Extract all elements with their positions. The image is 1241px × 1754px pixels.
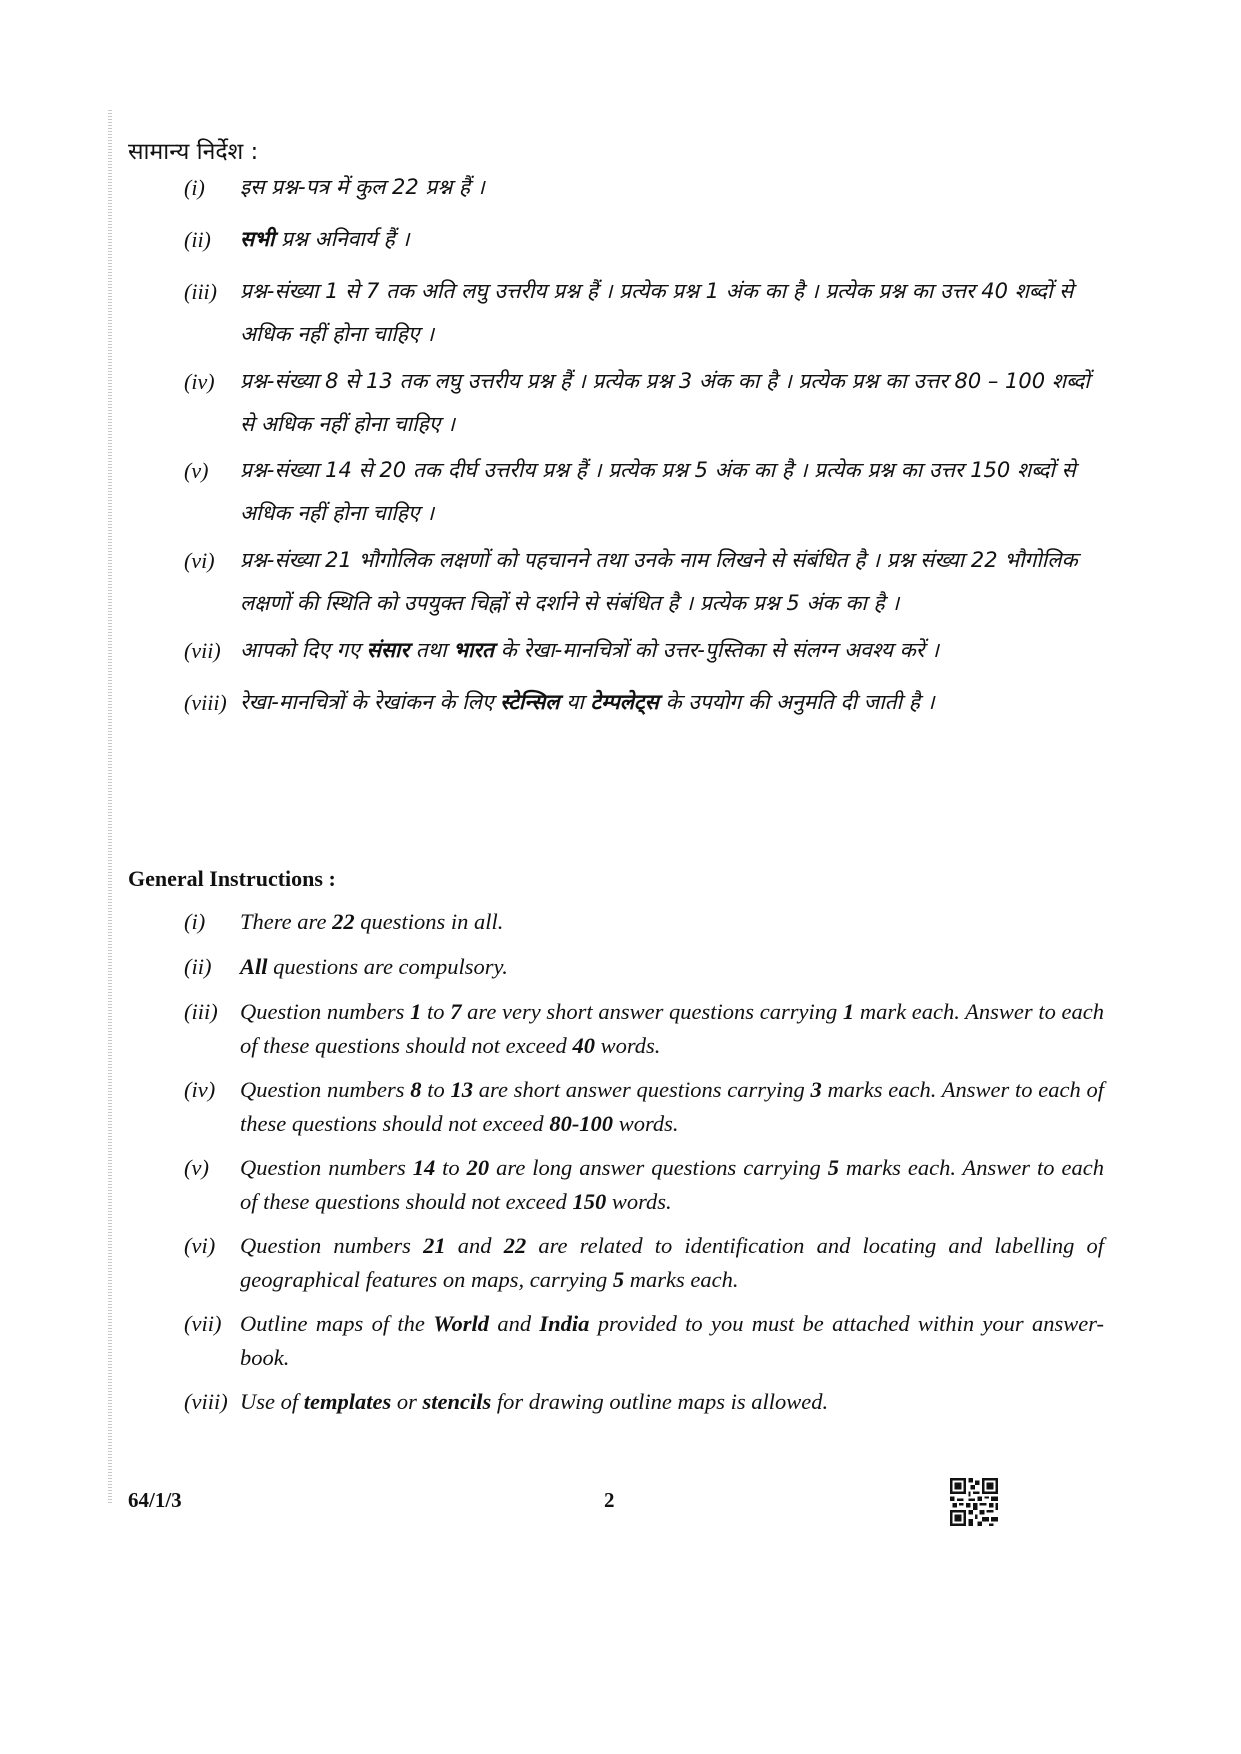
item-number: (iii) <box>184 999 218 1024</box>
hindi-instruction-item <box>184 270 1104 356</box>
text-run: marks each. Answer to each of these questions should not exceed <box>240 1155 1104 1214</box>
text-run: mark each. Answer to each of these questions should not exceed <box>240 999 1104 1058</box>
qr-code-icon <box>950 1478 998 1526</box>
item-number: (vi) <box>184 548 215 573</box>
emphasis-text: 20 <box>466 1155 490 1180</box>
hindi-instruction-item <box>184 218 1104 261</box>
emphasis-text: 7 <box>450 999 462 1024</box>
text-run: questions are compulsory. <box>267 954 508 979</box>
text-run: प्रश्न-संख्या 1 से 7 तक अति लघु उत्तरीय प्रश्न हैं । प्रत्येक प्रश्न 1 अंक का है । प्रत्येक प्रश्न का उत्तर 40 शब्दों से अधिक नहीं होना चाहिए । <box>240 279 1074 346</box>
text-run: Question numbers <box>240 1077 411 1102</box>
item-text <box>240 905 1104 939</box>
hindi-instructions-heading: सामान्य निर्देश : <box>128 139 259 165</box>
page-number: 2 <box>604 1488 615 1512</box>
item-text <box>240 449 1104 535</box>
emphasis-text: India <box>539 1311 590 1336</box>
item-number: (iv) <box>184 1077 216 1102</box>
item-number: (vii) <box>184 1311 222 1336</box>
item-text <box>240 166 1104 209</box>
text-run: provided to you must be attached within your answer-book. <box>240 1311 1105 1370</box>
text-run: या <box>559 690 591 714</box>
emphasis-text: सभी <box>240 227 275 251</box>
item-text <box>240 1385 1104 1419</box>
hindi-instruction-item <box>184 166 1104 209</box>
text-run: Use of <box>240 1389 304 1414</box>
text-run: marks each. Answer to each of these questions should not exceed <box>240 1077 1104 1136</box>
english-instruction-item <box>184 1073 1104 1141</box>
text-run: for drawing outline maps is allowed. <box>491 1389 829 1414</box>
item-text <box>240 1073 1104 1141</box>
text-run: are short answer questions carrying <box>473 1077 811 1102</box>
emphasis-text: templates <box>303 1389 392 1414</box>
item-number: (i) <box>184 909 206 934</box>
text-run: प्रश्न-संख्या 8 से 13 तक लघु उत्तरीय प्रश्न हैं । प्रत्येक प्रश्न 3 अंक का है । प्रत्येक प्रश्न का उत्तर 80 – 100 शब्दों से अधिक नहीं होना चाहिए । <box>240 369 1090 436</box>
item-text <box>240 1229 1104 1297</box>
english-instruction-item <box>184 950 1104 984</box>
item-number: (v) <box>184 458 209 483</box>
item-text <box>240 681 1104 724</box>
text-run: to <box>435 1155 467 1180</box>
english-instruction-item <box>184 1151 1104 1219</box>
text-run: Question numbers <box>240 1233 424 1258</box>
english-instruction-item <box>184 995 1104 1063</box>
text-run: प्रश्न-संख्या 14 से 20 तक दीर्घ उत्तरीय प्रश्न हैं । प्रत्येक प्रश्न 5 अंक का है । प्रत्येक प्रश्न का उत्तर 150 शब्दों से अधिक नहीं होना चाहिए । <box>240 458 1076 525</box>
item-number: (i) <box>184 175 205 200</box>
emphasis-text: 5 <box>827 1155 839 1180</box>
paper-code: 64/1/3 <box>128 1488 182 1512</box>
security-microtext-strip <box>108 110 112 1505</box>
emphasis-text: भारत <box>453 638 494 662</box>
text-run: or <box>391 1389 423 1414</box>
item-number: (iii) <box>184 279 217 304</box>
item-text <box>240 270 1104 356</box>
emphasis-text: 80-100 <box>549 1111 614 1136</box>
english-instruction-item <box>184 1229 1104 1297</box>
emphasis-text: संसार <box>366 638 410 662</box>
item-number: (ii) <box>184 227 211 252</box>
text-run: are very short answer questions carrying <box>461 999 843 1024</box>
item-number: (v) <box>184 1155 209 1180</box>
emphasis-text: 1 <box>410 999 422 1024</box>
item-number: (vi) <box>184 1233 216 1258</box>
text-run: words. <box>594 1033 661 1058</box>
emphasis-text: टेम्पलेट्स <box>590 690 659 714</box>
text-run: इस प्रश्न-पत्र में कुल 22 प्रश्न हैं । <box>240 175 485 199</box>
emphasis-text: 13 <box>450 1077 474 1102</box>
item-number: (viii) <box>184 1389 228 1414</box>
emphasis-text: 14 <box>412 1155 436 1180</box>
item-text <box>240 360 1104 446</box>
item-text <box>240 1151 1104 1219</box>
text-run: words. <box>613 1111 679 1136</box>
text-run: to <box>421 1077 451 1102</box>
text-run: and <box>445 1233 504 1258</box>
emphasis-text: 8 <box>410 1077 422 1102</box>
item-number: (viii) <box>184 690 227 715</box>
text-run: are long answer questions carrying <box>489 1155 828 1180</box>
item-text <box>240 1307 1104 1375</box>
emphasis-text: 40 <box>572 1033 595 1058</box>
text-run: There are <box>240 909 333 934</box>
text-run: Question numbers <box>240 1155 413 1180</box>
text-run: प्रश्न अनिवार्य हैं । <box>274 227 410 251</box>
item-text <box>240 218 1104 261</box>
emphasis-text: 22 <box>332 909 355 934</box>
text-run: आपको दिए गए <box>240 638 367 662</box>
text-run: Question numbers <box>240 999 411 1024</box>
emphasis-text: World <box>433 1311 490 1336</box>
hindi-instruction-item <box>184 629 1104 672</box>
emphasis-text: 21 <box>423 1233 446 1258</box>
emphasis-text: 150 <box>572 1189 607 1214</box>
hindi-instruction-item <box>184 360 1104 446</box>
item-text <box>240 629 1104 672</box>
text-run: के उपयोग की अनुमति दी जाती है । <box>658 690 935 714</box>
text-run: के रेखा-मानचित्रों को उत्तर-पुस्तिका से संलग्न अवश्य करें । <box>494 638 939 662</box>
english-instruction-item <box>184 905 1104 939</box>
text-run: रेखा-मानचित्रों के रेखांकन के लिए <box>240 690 501 714</box>
item-number: (ii) <box>184 954 212 979</box>
emphasis-text: stencils <box>422 1389 492 1414</box>
text-run: Outline maps of the <box>240 1311 434 1336</box>
text-run: and <box>489 1311 540 1336</box>
text-run: are related to identification and locating and labelling of geographical features on maps, carrying <box>240 1233 1104 1292</box>
text-run: to <box>421 999 451 1024</box>
hindi-instruction-item <box>184 539 1104 625</box>
english-instruction-item <box>184 1307 1104 1375</box>
emphasis-text: 3 <box>810 1077 822 1102</box>
item-text <box>240 539 1104 625</box>
text-run: marks each. <box>624 1267 739 1292</box>
emphasis-text: All <box>240 954 268 979</box>
item-text <box>240 950 1104 984</box>
hindi-instruction-item <box>184 681 1104 724</box>
emphasis-text: 5 <box>612 1267 625 1292</box>
text-run: questions in all. <box>354 909 504 934</box>
text-run: प्रश्न-संख्या 21 भौगोलिक लक्षणों को पहचानने तथा उनके नाम लिखने से संबंधित है । प्रश्न संख्या 22 भौगोलिक लक्षणों की स्थिति को उपयुक्त चिह्नों से दर्शाने से संबंधित है । प्रत्येक प्रश्न 5 अंक का है । <box>240 548 1078 615</box>
item-text <box>240 995 1104 1063</box>
item-number: (iv) <box>184 369 215 394</box>
item-number: (vii) <box>184 638 221 663</box>
text-run: words. <box>606 1189 672 1214</box>
emphasis-text: स्टेन्सिल <box>500 690 560 714</box>
english-instruction-item <box>184 1385 1104 1419</box>
hindi-instruction-item <box>184 449 1104 535</box>
emphasis-text: 22 <box>503 1233 527 1258</box>
emphasis-text: 1 <box>842 999 855 1024</box>
text-run: तथा <box>409 638 454 662</box>
english-instructions-heading: General Instructions : <box>128 866 336 891</box>
